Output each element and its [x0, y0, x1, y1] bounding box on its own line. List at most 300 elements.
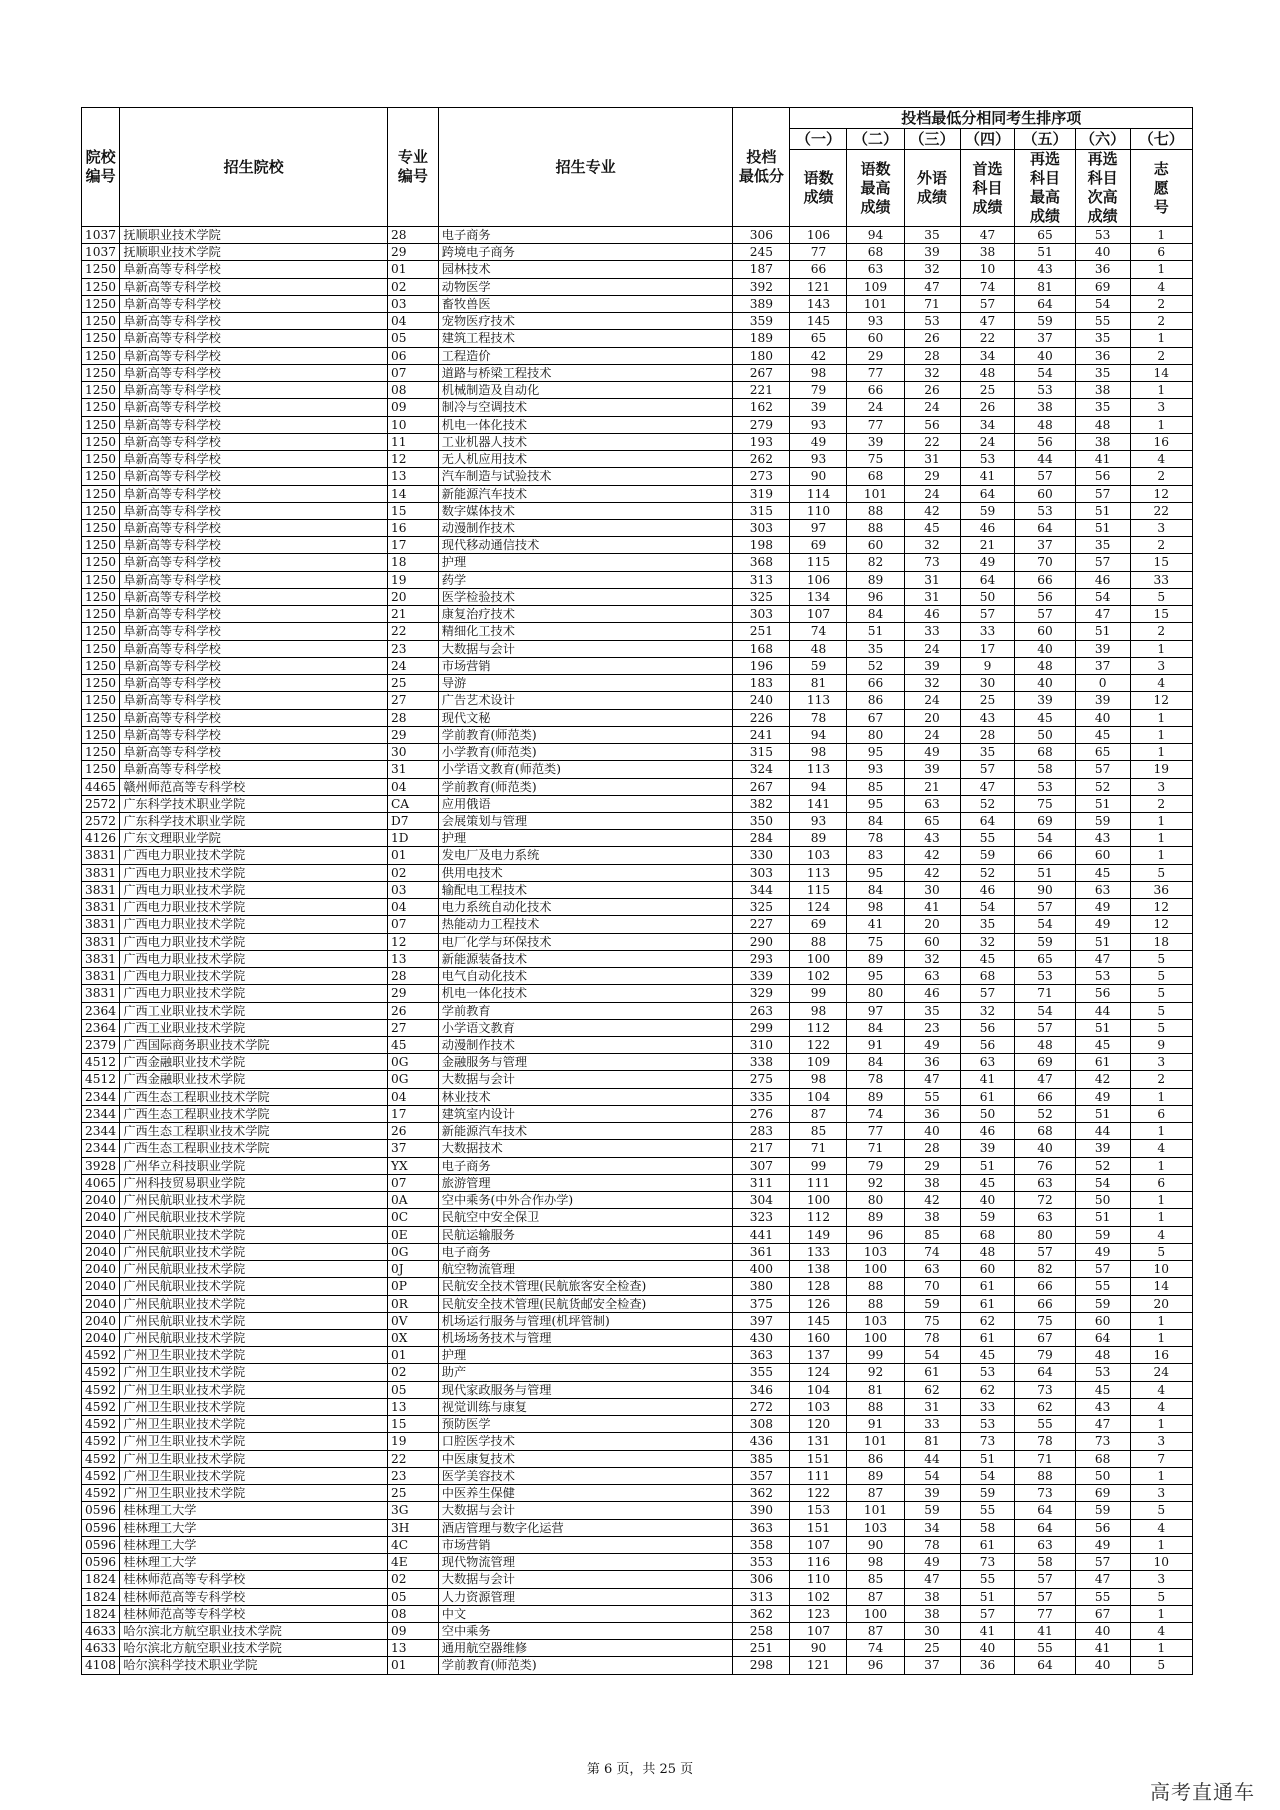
table-row: [82, 1416, 1193, 1433]
cell-foreign-lang: 24: [904, 692, 960, 709]
cell-elective-second: 50: [1075, 1467, 1130, 1484]
cell-first-subject: 24: [960, 433, 1015, 450]
table-row: [82, 1105, 1193, 1122]
table-row: [82, 1330, 1193, 1347]
cell-school-name: 阜新高等专科学校: [120, 744, 388, 761]
cell-school-code: 1037: [82, 227, 120, 244]
cell-chinese-math: 89: [790, 830, 847, 847]
cell-choice-no: 6: [1130, 244, 1192, 261]
cell-elective-max: 79: [1015, 1347, 1075, 1364]
cell-major-code: 07: [387, 364, 438, 381]
cell-school-name: 桂林理工大学: [120, 1536, 388, 1553]
cell-school-name: 阜新高等专科学校: [120, 571, 388, 588]
cell-first-subject: 46: [960, 881, 1015, 898]
cell-choice-no: 5: [1130, 1002, 1192, 1019]
cell-foreign-lang: 33: [904, 1416, 960, 1433]
cell-school-code: 1250: [82, 761, 120, 778]
cell-first-subject: 32: [960, 933, 1015, 950]
cell-chinese-math: 128: [790, 1278, 847, 1295]
cell-foreign-lang: 32: [904, 261, 960, 278]
cell-elective-max: 66: [1015, 1278, 1075, 1295]
cell-elective-second: 38: [1075, 433, 1130, 450]
cell-first-subject: 58: [960, 1519, 1015, 1536]
cell-elective-max: 40: [1015, 347, 1075, 364]
cell-chinese-math: 143: [790, 295, 847, 312]
cell-elective-second: 40: [1075, 1622, 1130, 1639]
table-row: [82, 519, 1193, 536]
cell-elective-max: 41: [1015, 1622, 1075, 1639]
cell-school-name: 广西电力职业技术学院: [120, 916, 388, 933]
cell-foreign-lang: 38: [904, 1174, 960, 1191]
cell-chinese-math: 93: [790, 451, 847, 468]
cell-chinese-math-max: 88: [847, 502, 904, 519]
cell-elective-second: 59: [1075, 1502, 1130, 1519]
cell-major-code: 02: [387, 1571, 438, 1588]
cell-choice-no: 1: [1130, 1157, 1192, 1174]
cell-elective-second: 36: [1075, 347, 1130, 364]
cell-chinese-math: 90: [790, 468, 847, 485]
cell-choice-no: 1: [1130, 1416, 1192, 1433]
cell-foreign-lang: 44: [904, 1450, 960, 1467]
cell-foreign-lang: 30: [904, 881, 960, 898]
cell-first-subject: 48: [960, 1243, 1015, 1260]
cell-school-code: 4592: [82, 1347, 120, 1364]
cell-elective-max: 64: [1015, 1519, 1075, 1536]
cell-major-name: 大数据与会计: [438, 1571, 733, 1588]
cell-chinese-math-max: 84: [847, 606, 904, 623]
cell-school-code: 2040: [82, 1192, 120, 1209]
cell-major-code: 1D: [387, 830, 438, 847]
cell-school-code: 1250: [82, 726, 120, 743]
cell-school-name: 桂林师范高等专科学校: [120, 1588, 388, 1605]
cell-elective-max: 60: [1015, 485, 1075, 502]
cell-major-code: 08: [387, 382, 438, 399]
cell-school-name: 阜新高等专科学校: [120, 261, 388, 278]
cell-school-name: 广西工业职业技术学院: [120, 1019, 388, 1036]
cell-first-subject: 48: [960, 364, 1015, 381]
cell-min-score: 299: [733, 1019, 790, 1036]
cell-school-name: 广西电力职业技术学院: [120, 899, 388, 916]
cell-min-score: 382: [733, 795, 790, 812]
cell-elective-second: 39: [1075, 640, 1130, 657]
cell-major-code: 26: [387, 1123, 438, 1140]
cell-school-code: 2040: [82, 1243, 120, 1260]
cell-major-name: 学前教育(师范类): [438, 726, 733, 743]
cell-school-name: 阜新高等专科学校: [120, 364, 388, 381]
table-row: [82, 1467, 1193, 1484]
cell-min-score: 330: [733, 847, 790, 864]
cell-min-score: 196: [733, 657, 790, 674]
cell-elective-max: 65: [1015, 950, 1075, 967]
cell-chinese-math-max: 81: [847, 1381, 904, 1398]
cell-min-score: 389: [733, 295, 790, 312]
cell-elective-second: 59: [1075, 1295, 1130, 1312]
cell-choice-no: 15: [1130, 554, 1192, 571]
cell-min-score: 380: [733, 1278, 790, 1295]
table-row: [82, 1037, 1193, 1054]
cell-major-name: 中文: [438, 1605, 733, 1622]
table-row: [82, 744, 1193, 761]
cell-major-name: 电子商务: [438, 1157, 733, 1174]
cell-major-code: 27: [387, 692, 438, 709]
cell-chinese-math: 65: [790, 330, 847, 347]
cell-choice-no: 2: [1130, 313, 1192, 330]
cell-chinese-math: 110: [790, 1571, 847, 1588]
cell-min-score: 329: [733, 985, 790, 1002]
cell-major-name: 新能源汽车技术: [438, 485, 733, 502]
cell-elective-max: 64: [1015, 1502, 1075, 1519]
cell-elective-max: 54: [1015, 364, 1075, 381]
cell-school-code: 3831: [82, 864, 120, 881]
header-sort-num-3: （三）: [904, 129, 960, 150]
cell-min-score: 183: [733, 675, 790, 692]
cell-foreign-lang: 35: [904, 1002, 960, 1019]
cell-major-name: 建筑室内设计: [438, 1105, 733, 1122]
header-major-code: [387, 108, 438, 227]
cell-first-subject: 40: [960, 1192, 1015, 1209]
cell-school-code: 1250: [82, 347, 120, 364]
cell-min-score: 276: [733, 1105, 790, 1122]
cell-school-name: 广州卫生职业技术学院: [120, 1398, 388, 1415]
cell-first-subject: 9: [960, 657, 1015, 674]
cell-foreign-lang: 85: [904, 1226, 960, 1243]
cell-elective-max: 63: [1015, 1209, 1075, 1226]
cell-chinese-math: 48: [790, 640, 847, 657]
cell-elective-max: 48: [1015, 416, 1075, 433]
cell-choice-no: 2: [1130, 295, 1192, 312]
cell-school-name: 广州卫生职业技术学院: [120, 1433, 388, 1450]
cell-school-name: 赣州师范高等专科学校: [120, 778, 388, 795]
cell-major-code: 10: [387, 416, 438, 433]
cell-foreign-lang: 63: [904, 795, 960, 812]
cell-major-code: 14: [387, 485, 438, 502]
cell-elective-second: 53: [1075, 1364, 1130, 1381]
cell-elective-second: 47: [1075, 950, 1130, 967]
cell-min-score: 338: [733, 1054, 790, 1071]
cell-chinese-math: 111: [790, 1467, 847, 1484]
cell-elective-max: 66: [1015, 571, 1075, 588]
cell-elective-max: 51: [1015, 244, 1075, 261]
table-row: [82, 1640, 1193, 1657]
header-sort-label-text: 语数 成绩: [803, 169, 834, 206]
cell-elective-max: 73: [1015, 1381, 1075, 1398]
cell-min-score: 267: [733, 778, 790, 795]
cell-first-subject: 57: [960, 761, 1015, 778]
cell-elective-second: 42: [1075, 1071, 1130, 1088]
cell-major-name: 跨境电子商务: [438, 244, 733, 261]
cell-major-name: 道路与桥梁工程技术: [438, 364, 733, 381]
cell-min-score: 241: [733, 726, 790, 743]
cell-min-score: 198: [733, 537, 790, 554]
cell-min-score: 310: [733, 1037, 790, 1054]
cell-chinese-math: 112: [790, 1209, 847, 1226]
cell-chinese-math: 133: [790, 1243, 847, 1260]
cell-school-name: 阜新高等专科学校: [120, 485, 388, 502]
cell-chinese-math-max: 41: [847, 916, 904, 933]
cell-school-code: 3831: [82, 899, 120, 916]
header-sort-label-4: [960, 150, 1015, 227]
cell-chinese-math: 93: [790, 812, 847, 829]
cell-chinese-math: 113: [790, 692, 847, 709]
cell-elective-second: 60: [1075, 847, 1130, 864]
cell-foreign-lang: 42: [904, 847, 960, 864]
cell-major-name: 会展策划与管理: [438, 812, 733, 829]
cell-foreign-lang: 47: [904, 1571, 960, 1588]
cell-elective-second: 38: [1075, 382, 1130, 399]
cell-school-name: 阜新高等专科学校: [120, 416, 388, 433]
cell-chinese-math: 122: [790, 1037, 847, 1054]
cell-foreign-lang: 46: [904, 985, 960, 1002]
cell-elective-max: 57: [1015, 899, 1075, 916]
cell-min-score: 344: [733, 881, 790, 898]
cell-school-name: 桂林师范高等专科学校: [120, 1605, 388, 1622]
cell-choice-no: 4: [1130, 1140, 1192, 1157]
cell-min-score: 262: [733, 451, 790, 468]
cell-school-name: 桂林理工大学: [120, 1554, 388, 1571]
cell-elective-max: 72: [1015, 1192, 1075, 1209]
cell-min-score: 319: [733, 485, 790, 502]
cell-foreign-lang: 45: [904, 519, 960, 536]
cell-school-code: 1250: [82, 468, 120, 485]
cell-major-name: 现代移动通信技术: [438, 537, 733, 554]
cell-school-name: 抚顺职业技术学院: [120, 244, 388, 261]
cell-chinese-math-max: 100: [847, 1330, 904, 1347]
cell-chinese-math: 109: [790, 1054, 847, 1071]
cell-min-score: 353: [733, 1554, 790, 1571]
cell-min-score: 313: [733, 571, 790, 588]
cell-school-code: 1824: [82, 1588, 120, 1605]
cell-choice-no: 1: [1130, 812, 1192, 829]
cell-chinese-math: 134: [790, 588, 847, 605]
header-sort-label-text: 外语 成绩: [917, 169, 948, 206]
cell-chinese-math: 160: [790, 1330, 847, 1347]
cell-school-code: 4108: [82, 1657, 120, 1674]
cell-elective-second: 40: [1075, 1657, 1130, 1674]
admission-score-table: [81, 107, 1193, 1675]
cell-elective-second: 52: [1075, 1157, 1130, 1174]
cell-foreign-lang: 24: [904, 485, 960, 502]
cell-major-code: 31: [387, 761, 438, 778]
cell-chinese-math: 104: [790, 1381, 847, 1398]
table-row: [82, 675, 1193, 692]
cell-elective-second: 57: [1075, 485, 1130, 502]
cell-first-subject: 33: [960, 1398, 1015, 1415]
cell-school-code: 1250: [82, 313, 120, 330]
cell-first-subject: 68: [960, 1226, 1015, 1243]
header-sort-label-text: 语数 最高 成绩: [860, 159, 891, 216]
cell-first-subject: 51: [960, 1588, 1015, 1605]
cell-chinese-math: 90: [790, 1640, 847, 1657]
cell-elective-max: 66: [1015, 1295, 1075, 1312]
cell-chinese-math: 94: [790, 726, 847, 743]
cell-school-name: 广州民航职业技术学院: [120, 1192, 388, 1209]
cell-elective-second: 59: [1075, 1226, 1130, 1243]
watermark-text: 高考直通车: [1150, 1780, 1255, 1804]
cell-major-name: 大数据与会计: [438, 1071, 733, 1088]
cell-min-score: 221: [733, 382, 790, 399]
cell-chinese-math: 98: [790, 1071, 847, 1088]
cell-chinese-math: 122: [790, 1485, 847, 1502]
cell-major-code: 3G: [387, 1502, 438, 1519]
cell-major-code: 13: [387, 1398, 438, 1415]
cell-major-name: 动漫制作技术: [438, 519, 733, 536]
cell-choice-no: 1: [1130, 261, 1192, 278]
cell-first-subject: 57: [960, 606, 1015, 623]
cell-choice-no: 16: [1130, 433, 1192, 450]
cell-foreign-lang: 25: [904, 1640, 960, 1657]
table-row: [82, 416, 1193, 433]
cell-major-name: 医学检验技术: [438, 588, 733, 605]
cell-first-subject: 34: [960, 416, 1015, 433]
cell-chinese-math-max: 74: [847, 1105, 904, 1122]
header-sort-label-text: 再选 科目 最高 成绩: [1030, 150, 1061, 225]
cell-min-score: 363: [733, 1347, 790, 1364]
cell-chinese-math-max: 93: [847, 761, 904, 778]
cell-chinese-math-max: 80: [847, 985, 904, 1002]
cell-choice-no: 12: [1130, 692, 1192, 709]
cell-school-code: 2344: [82, 1140, 120, 1157]
cell-chinese-math-max: 95: [847, 744, 904, 761]
cell-major-code: 13: [387, 1640, 438, 1657]
cell-min-score: 251: [733, 1640, 790, 1657]
cell-major-code: 3H: [387, 1519, 438, 1536]
cell-chinese-math-max: 88: [847, 1278, 904, 1295]
cell-chinese-math: 107: [790, 1536, 847, 1553]
cell-elective-second: 54: [1075, 295, 1130, 312]
cell-major-code: 29: [387, 244, 438, 261]
cell-school-code: 2040: [82, 1312, 120, 1329]
cell-school-code: 1250: [82, 640, 120, 657]
cell-choice-no: 3: [1130, 1571, 1192, 1588]
cell-chinese-math: 103: [790, 847, 847, 864]
cell-major-name: 工程造价: [438, 347, 733, 364]
cell-elective-second: 44: [1075, 1123, 1130, 1140]
cell-school-code: 1250: [82, 399, 120, 416]
cell-major-name: 电厂化学与环保技术: [438, 933, 733, 950]
cell-chinese-math-max: 67: [847, 709, 904, 726]
header-sort-num-4: （四）: [960, 129, 1015, 150]
cell-first-subject: 34: [960, 347, 1015, 364]
cell-school-code: 4633: [82, 1640, 120, 1657]
cell-major-code: 04: [387, 899, 438, 916]
cell-major-code: 0X: [387, 1330, 438, 1347]
cell-elective-max: 63: [1015, 1536, 1075, 1553]
cell-major-name: 中医康复技术: [438, 1450, 733, 1467]
cell-foreign-lang: 24: [904, 726, 960, 743]
cell-first-subject: 43: [960, 709, 1015, 726]
cell-school-code: 1250: [82, 675, 120, 692]
cell-major-code: 13: [387, 950, 438, 967]
cell-major-code: 15: [387, 1416, 438, 1433]
cell-school-code: 3831: [82, 950, 120, 967]
cell-major-code: 12: [387, 933, 438, 950]
cell-min-score: 430: [733, 1330, 790, 1347]
cell-first-subject: 41: [960, 1622, 1015, 1639]
cell-school-name: 阜新高等专科学校: [120, 313, 388, 330]
cell-first-subject: 45: [960, 1347, 1015, 1364]
cell-min-score: 168: [733, 640, 790, 657]
table-row: [82, 1312, 1193, 1329]
cell-school-name: 阜新高等专科学校: [120, 657, 388, 674]
cell-choice-no: 1: [1130, 1605, 1192, 1622]
cell-choice-no: 1: [1130, 1312, 1192, 1329]
cell-min-score: 308: [733, 1416, 790, 1433]
cell-elective-max: 69: [1015, 1054, 1075, 1071]
cell-foreign-lang: 59: [904, 1295, 960, 1312]
cell-elective-max: 43: [1015, 261, 1075, 278]
cell-foreign-lang: 37: [904, 1657, 960, 1674]
cell-foreign-lang: 61: [904, 1364, 960, 1381]
cell-min-score: 346: [733, 1381, 790, 1398]
table-row: [82, 1140, 1193, 1157]
table-row: [82, 1278, 1193, 1295]
cell-elective-max: 69: [1015, 812, 1075, 829]
cell-choice-no: 1: [1130, 382, 1192, 399]
table-row: [82, 795, 1193, 812]
cell-first-subject: 53: [960, 451, 1015, 468]
cell-elective-second: 49: [1075, 916, 1130, 933]
cell-major-code: 21: [387, 606, 438, 623]
cell-elective-max: 68: [1015, 744, 1075, 761]
cell-chinese-math-max: 103: [847, 1519, 904, 1536]
cell-major-name: 热能动力工程技术: [438, 916, 733, 933]
header-school-name-label: 招生院校: [223, 157, 284, 176]
cell-foreign-lang: 62: [904, 1381, 960, 1398]
cell-first-subject: 59: [960, 502, 1015, 519]
cell-chinese-math: 120: [790, 1416, 847, 1433]
cell-chinese-math-max: 80: [847, 726, 904, 743]
cell-elective-second: 64: [1075, 1330, 1130, 1347]
table-row: [82, 244, 1193, 261]
table-row: [82, 278, 1193, 295]
header-sort-label-5: [1015, 150, 1075, 227]
cell-choice-no: 1: [1130, 1640, 1192, 1657]
cell-min-score: 315: [733, 502, 790, 519]
table-row: [82, 1192, 1193, 1209]
cell-foreign-lang: 26: [904, 330, 960, 347]
cell-chinese-math: 94: [790, 778, 847, 795]
cell-chinese-math: 116: [790, 1554, 847, 1571]
cell-elective-max: 59: [1015, 313, 1075, 330]
cell-foreign-lang: 28: [904, 347, 960, 364]
cell-foreign-lang: 41: [904, 899, 960, 916]
header-sort-label-6: [1075, 150, 1130, 227]
cell-elective-second: 57: [1075, 554, 1130, 571]
cell-school-name: 广州民航职业技术学院: [120, 1243, 388, 1260]
cell-chinese-math: 149: [790, 1226, 847, 1243]
cell-foreign-lang: 42: [904, 864, 960, 881]
cell-major-code: 16: [387, 519, 438, 536]
cell-foreign-lang: 32: [904, 364, 960, 381]
cell-choice-no: 1: [1130, 1330, 1192, 1347]
cell-chinese-math-max: 86: [847, 692, 904, 709]
cell-choice-no: 1: [1130, 640, 1192, 657]
cell-elective-second: 51: [1075, 502, 1130, 519]
cell-first-subject: 47: [960, 313, 1015, 330]
cell-school-name: 广州科技贸易职业学院: [120, 1174, 388, 1191]
table-row: [82, 1433, 1193, 1450]
cell-school-name: 桂林师范高等专科学校: [120, 1571, 388, 1588]
cell-school-name: 广西生态工程职业技术学院: [120, 1105, 388, 1122]
cell-first-subject: 41: [960, 1071, 1015, 1088]
cell-choice-no: 18: [1130, 933, 1192, 950]
cell-major-name: 林业技术: [438, 1088, 733, 1105]
table-row: [82, 1571, 1193, 1588]
cell-school-name: 广西电力职业技术学院: [120, 950, 388, 967]
cell-foreign-lang: 26: [904, 382, 960, 399]
table-row: [82, 1002, 1193, 1019]
cell-first-subject: 40: [960, 1640, 1015, 1657]
